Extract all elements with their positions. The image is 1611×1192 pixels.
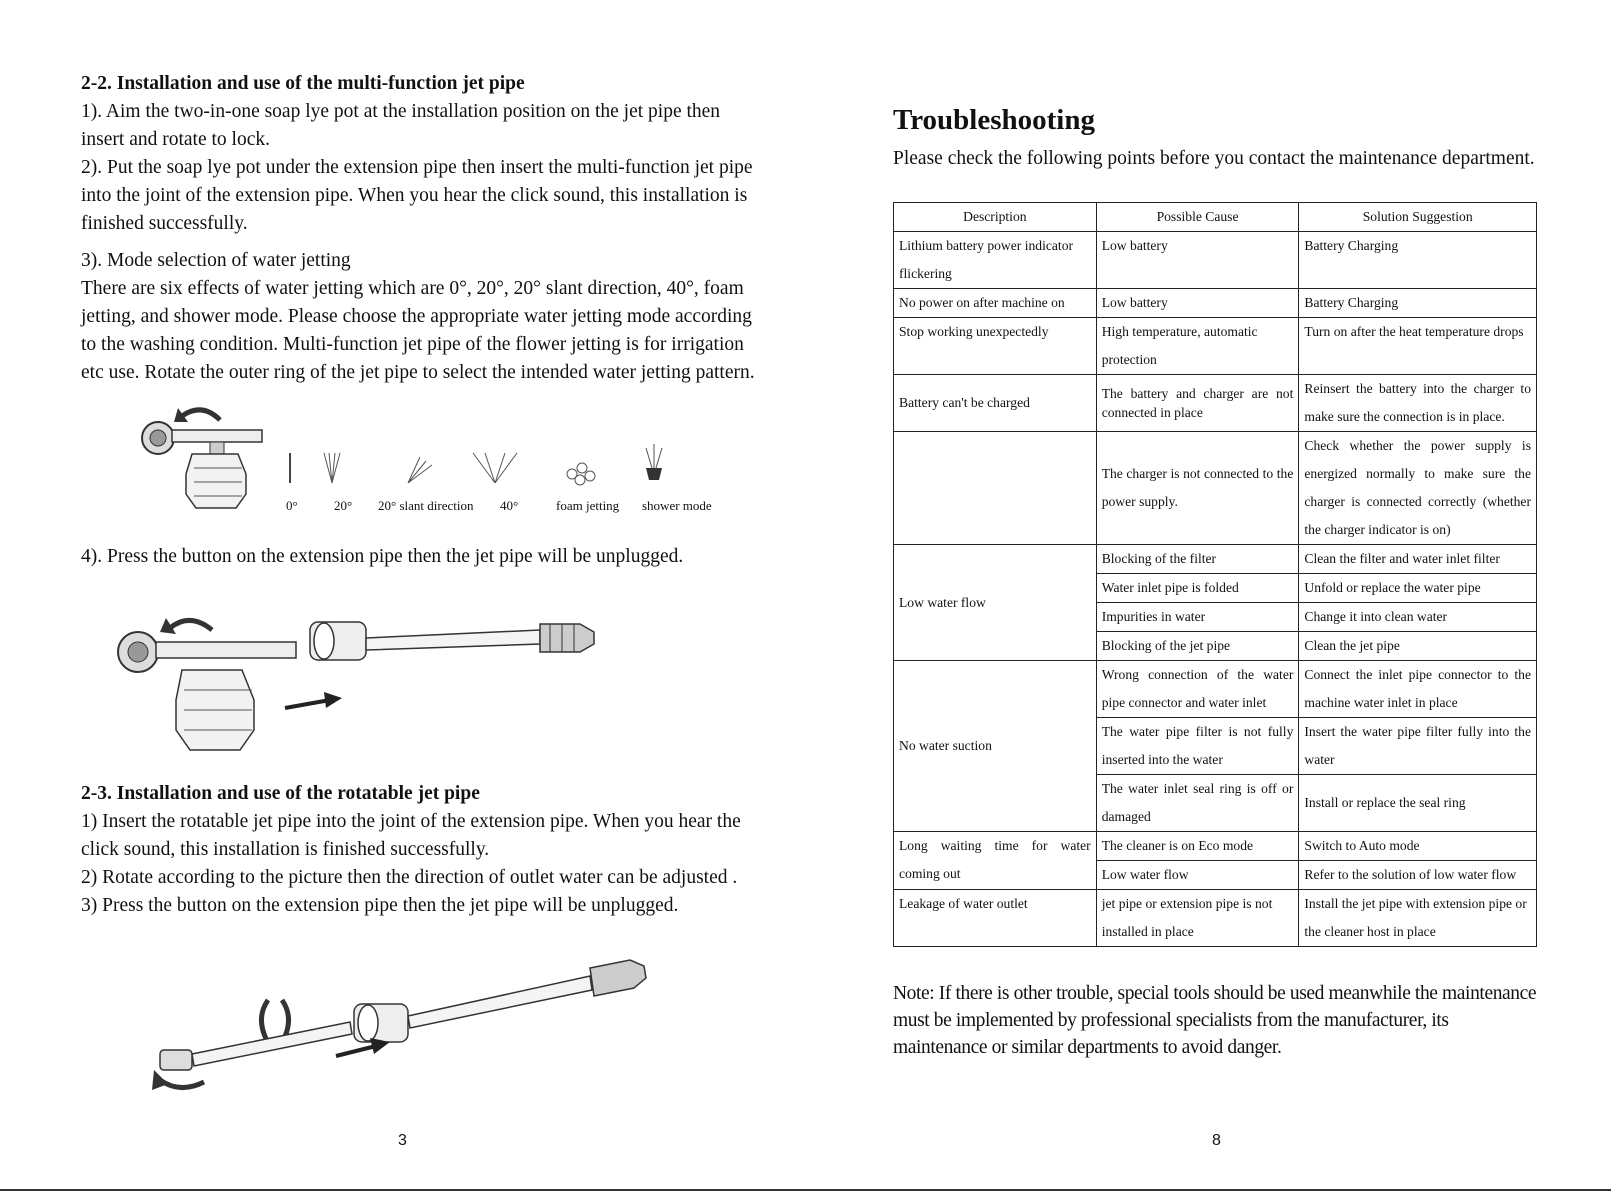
row-cause: Low water flow [1096, 861, 1299, 890]
row-description: No power on after machine on [894, 289, 1097, 318]
row-cause: High temperature, automatic protection [1096, 318, 1299, 375]
spray-pattern-icons [280, 438, 700, 493]
header-possible-cause: Possible Cause [1096, 203, 1299, 232]
row-description: Battery can't be charged [894, 375, 1097, 432]
row-cause: Blocking of the filter [1096, 545, 1299, 574]
table-row [894, 432, 1537, 545]
jet-pipe-with-soap-pot-illustration [130, 398, 270, 513]
row-solution: Install or replace the seal ring [1299, 775, 1537, 832]
page-number-right: 8 [1212, 1132, 1221, 1149]
header-solution: Solution Suggestion [1299, 203, 1537, 232]
row-solution: Unfold or replace the water pipe [1299, 574, 1537, 603]
table-row [894, 318, 1537, 375]
section-2-3 [81, 780, 781, 920]
table-row [894, 375, 1537, 432]
row-solution: Refer to the solution of low water flow [1299, 861, 1537, 890]
mode-label-20: 20° [334, 498, 353, 513]
row-description: Stop working unexpectedly [894, 318, 1097, 375]
row-description-empty [894, 432, 1097, 545]
troubleshooting-title: Troubleshooting [893, 104, 1095, 136]
step-1: 1) Insert the rotatable jet pipe into the joint of the extension pipe. When you hear the click sound, this installation is finished successfully. [81, 811, 741, 860]
instruction-3-title: 3). Mode selection of water jetting [81, 250, 351, 271]
table-row [894, 890, 1537, 947]
jet-pipe-unplug-illustration [110, 600, 630, 770]
table-header-row [894, 203, 1537, 232]
table-row [894, 661, 1537, 718]
row-description: No water suction [894, 661, 1097, 832]
row-solution: Check whether the power supply is energized normally to make sure the charger is connected correctly (whether the charger indicator is on) [1299, 432, 1537, 545]
mode-label-foam: foam jetting [556, 498, 620, 513]
section-heading-2-3: 2-3. Installation and use of the rotatable jet pipe [81, 783, 480, 804]
row-cause: The charger is not connected to the power supply. [1096, 432, 1299, 545]
row-solution: Battery Charging [1299, 232, 1537, 289]
row-solution: Connect the inlet pipe connector to the machine water inlet in place [1299, 661, 1537, 718]
maintenance-note: Note: If there is other trouble, special tools should be used meanwhile the maintenance must be implemented by professional specialists from the manufacturer, its maintenance or similar departments to avoid danger. [893, 983, 1537, 1058]
table-row [894, 832, 1537, 861]
mode-label-20-slant: 20° slant direction [378, 498, 474, 513]
row-solution: Install the jet pipe with extension pipe or the cleaner host in place [1299, 890, 1537, 947]
row-cause: Low battery [1096, 289, 1299, 318]
instruction-3: There are six effects of water jetting which are 0°, 20°, 20° slant direction, 40°, foam jetting, and shower mode. Please choose the appropriate water jetting mode according to the washing condition. Multi-function jet pipe of the flower jetting is for irrigation etc use. Rotate the outer ring of the jet pipe to select the intended water jetting pattern. [81, 278, 755, 383]
right-page [893, 100, 1553, 172]
row-description: Leakage of water outlet [894, 890, 1097, 947]
row-solution: Insert the water pipe filter fully into the water [1299, 718, 1537, 775]
step-2: 2) Rotate according to the picture then the direction of outlet water can be adjusted . [81, 867, 738, 888]
left-page [81, 70, 761, 387]
row-solution: Reinsert the battery into the charger to make sure the connection is in place. [1299, 375, 1537, 432]
row-cause: Blocking of the jet pipe [1096, 632, 1299, 661]
row-cause: Wrong connection of the water pipe connector and water inlet [1096, 661, 1299, 718]
mode-label-40: 40° [500, 498, 519, 513]
row-cause: Impurities in water [1096, 603, 1299, 632]
row-description: Low water flow [894, 545, 1097, 661]
row-cause: Low battery [1096, 232, 1299, 289]
row-cause: Water inlet pipe is folded [1096, 574, 1299, 603]
rotatable-jet-pipe-illustration [140, 950, 680, 1110]
table-row [894, 289, 1537, 318]
header-description: Description [894, 203, 1097, 232]
troubleshooting-table [893, 202, 1537, 947]
row-solution: Turn on after the heat temperature drops [1299, 318, 1537, 375]
section-heading-2-2: 2-2. Installation and use of the multi-function jet pipe [81, 73, 525, 94]
row-description: Lithium battery power indicator flickering [894, 232, 1097, 289]
page-bottom-rule [0, 1189, 1611, 1191]
troubleshooting-intro: Please check the following points before you contact the maintenance department. [893, 148, 1535, 169]
mode-label-shower: shower mode [642, 498, 712, 513]
step-3: 3) Press the button on the extension pipe then the jet pipe will be unplugged. [81, 895, 679, 916]
row-solution: Clean the jet pipe [1299, 632, 1537, 661]
row-cause: The water inlet seal ring is off or damaged [1096, 775, 1299, 832]
row-solution: Switch to Auto mode [1299, 832, 1537, 861]
instruction-2: 2). Put the soap lye pot under the extension pipe then insert the multi-function jet pipe into the joint of the extension pipe. When you hear the click sound, this installation is finished successfully. [81, 157, 753, 234]
row-cause: jet pipe or extension pipe is not installed in place [1096, 890, 1299, 947]
row-solution: Change it into clean water [1299, 603, 1537, 632]
mode-label-0: 0° [286, 498, 298, 513]
jet-modes-figure [120, 398, 760, 528]
page-number-left: 3 [398, 1132, 407, 1149]
row-solution: Battery Charging [1299, 289, 1537, 318]
row-cause: The water pipe filter is not fully inserted into the water [1096, 718, 1299, 775]
row-cause: The cleaner is on Eco mode [1096, 832, 1299, 861]
table-row [894, 545, 1537, 574]
row-solution: Clean the filter and water inlet filter [1299, 545, 1537, 574]
instruction-4: 4). Press the button on the extension pipe then the jet pipe will be unplugged. [81, 546, 684, 567]
row-cause: The battery and charger are not connected in place [1096, 375, 1299, 432]
row-description: Long waiting time for water coming out [894, 832, 1097, 890]
instruction-1: 1). Aim the two-in-one soap lye pot at the installation position on the jet pipe then insert and rotate to lock. [81, 101, 721, 150]
table-row [894, 232, 1537, 289]
